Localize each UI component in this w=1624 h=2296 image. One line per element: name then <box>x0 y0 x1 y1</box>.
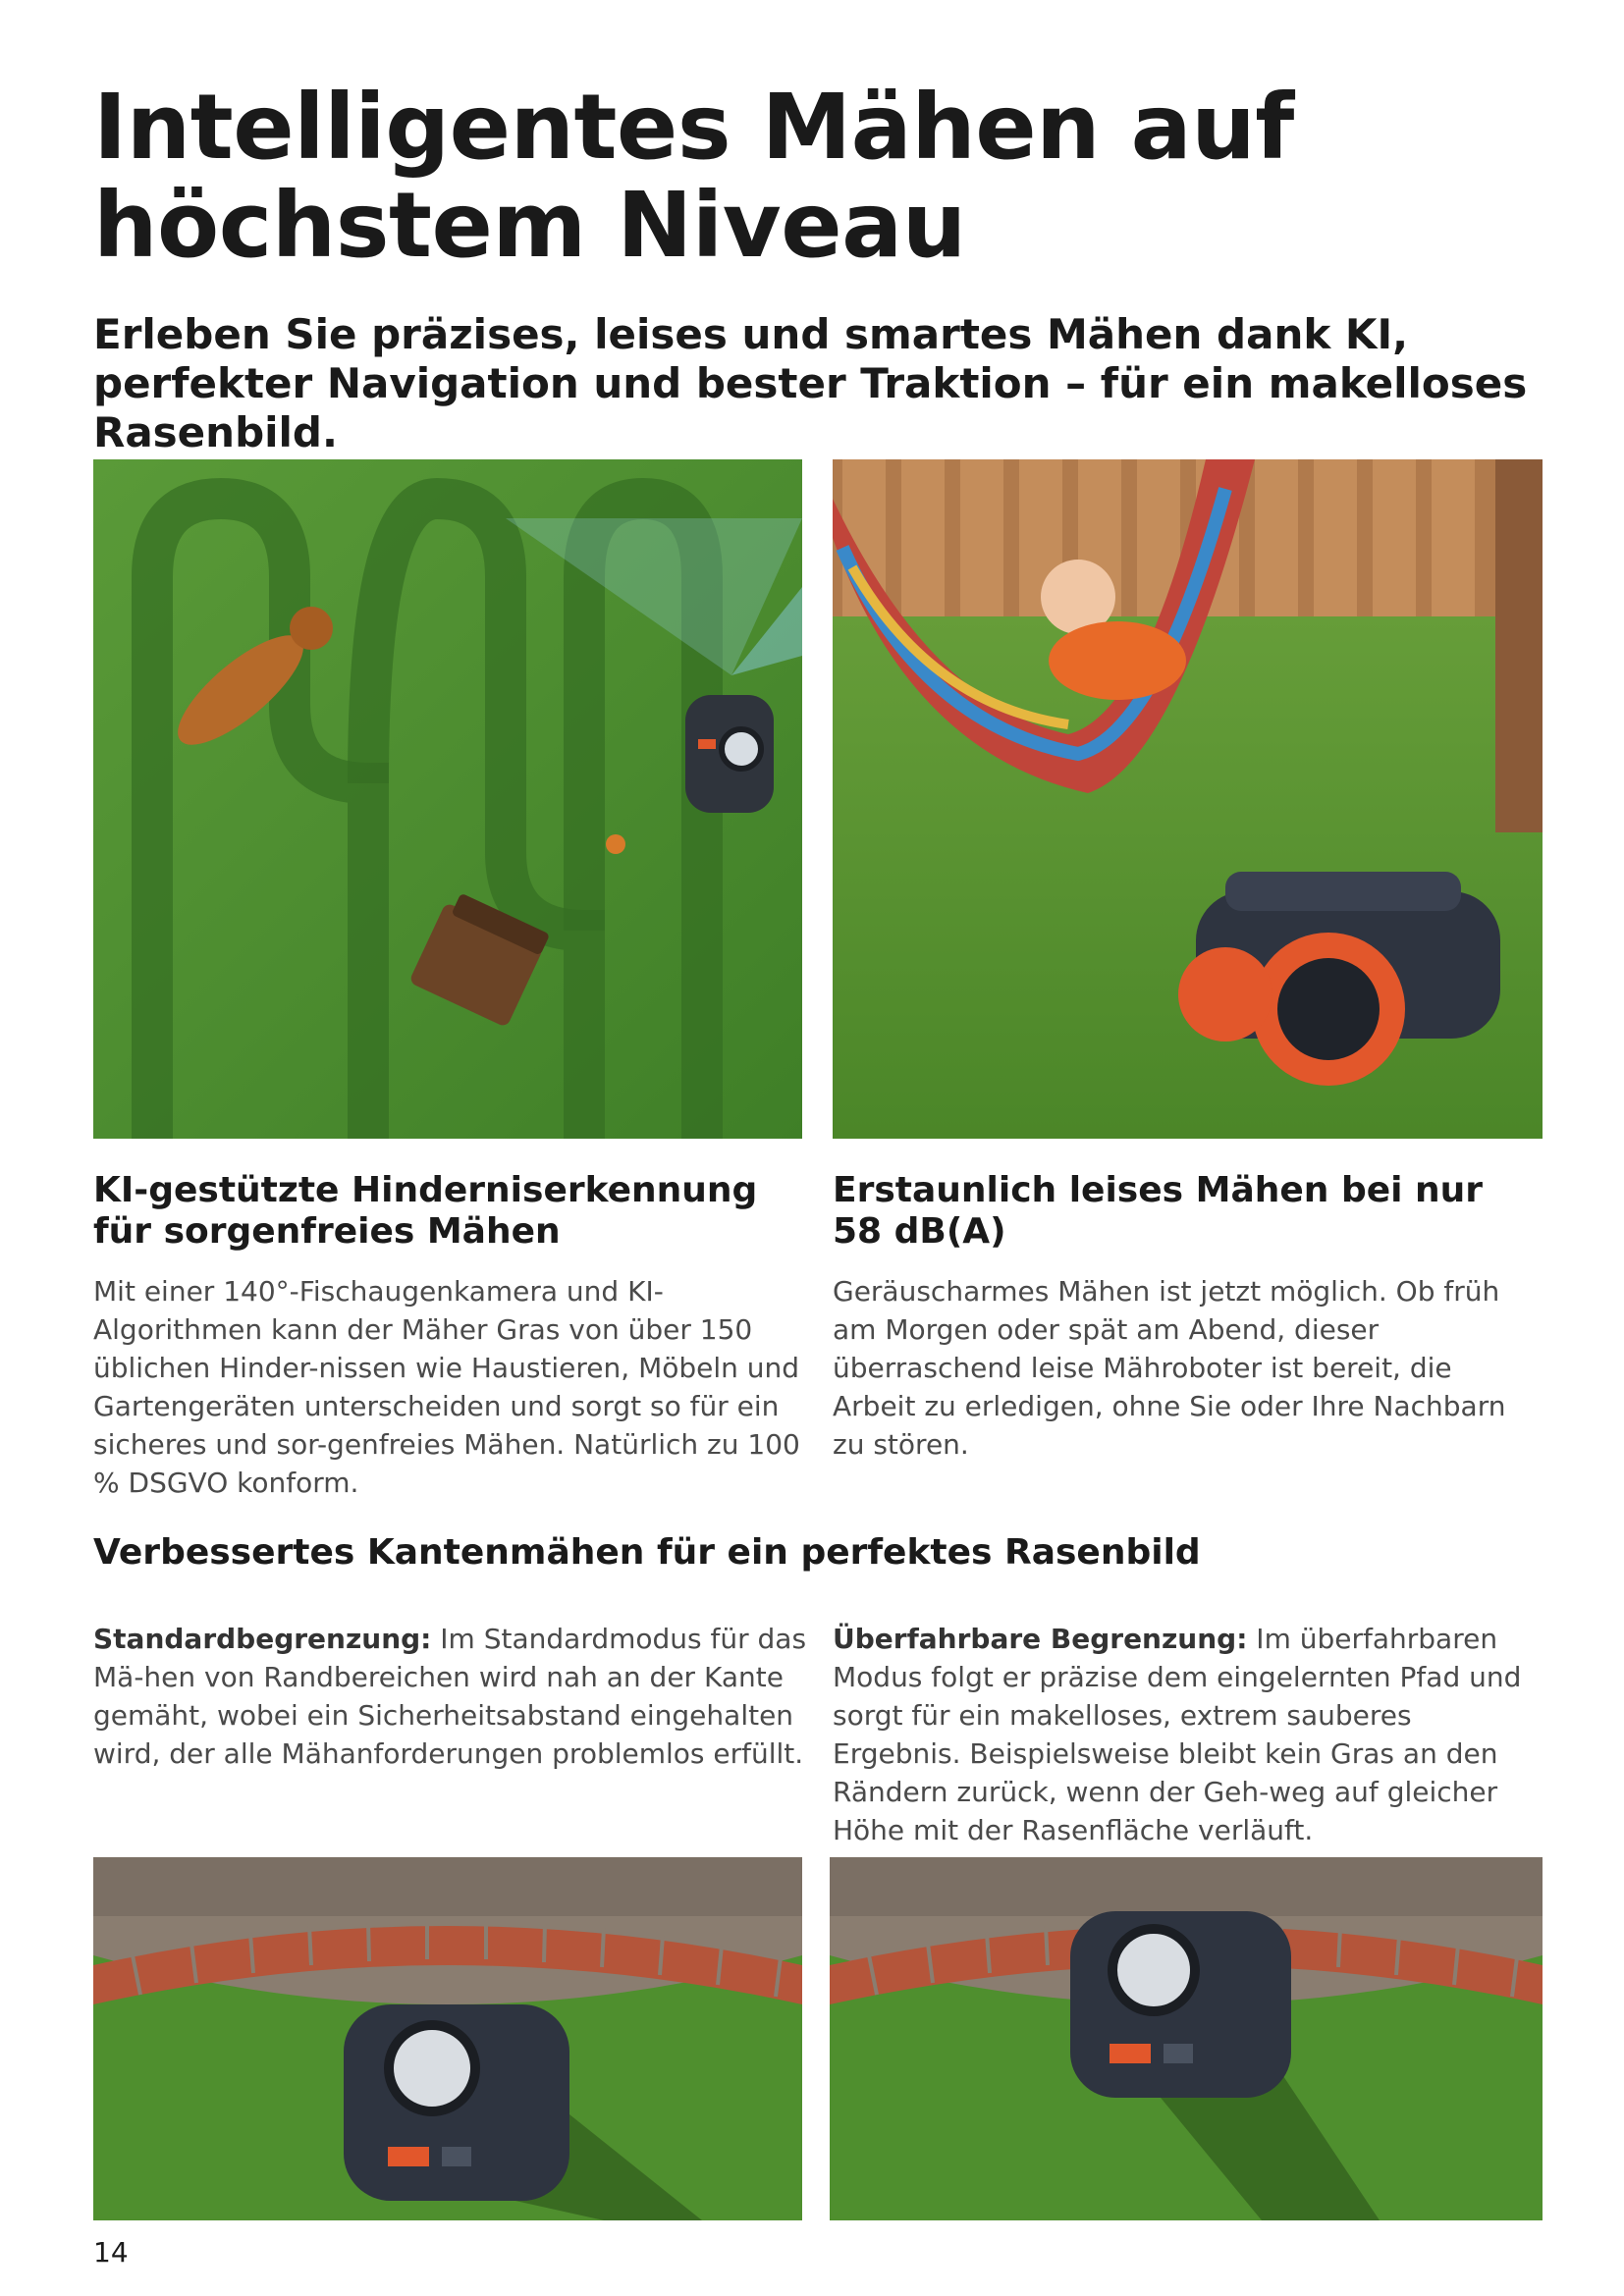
edge-standard-body: Im Standardmodus für das Mä-hen von Randbereichen wird nah an der Kante gemäht, wobei ein Sicherheitsabstand eingehalten wird, der alle Mähanforderungen problemlos erfüllt. <box>93 1623 807 1770</box>
edge-crossable-lead: Überfahrbare Begrenzung: <box>833 1623 1248 1655</box>
crossable-edge-photo <box>830 1857 1543 2220</box>
edge-crossable-body: Im überfahrbaren Modus folgt er präzise dem eingelernten Pfad und sorgt für ein makelloses, extrem sauberes Ergebnis. Beispielsweise bleibt kein Gras an den Rändern zurück, wenn der Geh-weg auf gleicher Höhe mit der Rasenfläche verläuft. <box>833 1623 1522 1846</box>
edge-section-heading: Verbessertes Kantenmähen für ein perfektes Rasenbild <box>93 1532 1201 1573</box>
hammock-photo <box>833 459 1543 1139</box>
feature-heading-obstacle: KI-gestützte Hinderniserkennung für sorgenfreies Mähen <box>93 1170 758 1252</box>
page-subtitle: Erleben Sie präzises, leises und smartes Mähen dank KI, perfekter Navigation und bester Traktion – für ein makelloses Rasenbild. <box>93 310 1528 456</box>
edge-crossable-text <box>833 1620 1543 1849</box>
page-title: Intelligentes Mähen auf höchstem Niveau <box>93 75 1294 278</box>
edge-standard-lead: Standardbegrenzung: <box>93 1623 432 1655</box>
edge-standard-text <box>93 1620 810 1773</box>
feature-body-quiet: Geräuscharmes Mähen ist jetzt möglich. Ob früh am Morgen oder spät am Abend, dieser überraschend leise Mähroboter ist bereit, die Arbeit zu erledigen, ohne Sie oder Ihre Nachbarn zu stören. <box>833 1275 1506 1461</box>
feature-heading-quiet: Erstaunlich leises Mähen bei nur 58 dB(A) <box>833 1170 1484 1252</box>
page-number: 14 <box>93 2236 129 2269</box>
feature-body-obstacle: Mit einer 140°-Fischaugenkamera und KI-Algorithmen kann der Mäher Gras von über 150 üblichen Hinder-nissen wie Haustieren, Möbeln und Gartengeräten unterscheiden und sorgt so für ein sicheres und sor-genfreies Mähen. Natürlich zu 100 % DSGVO konform. <box>93 1275 800 1499</box>
mowing-paths-photo <box>93 459 802 1139</box>
standard-edge-photo <box>93 1857 802 2220</box>
